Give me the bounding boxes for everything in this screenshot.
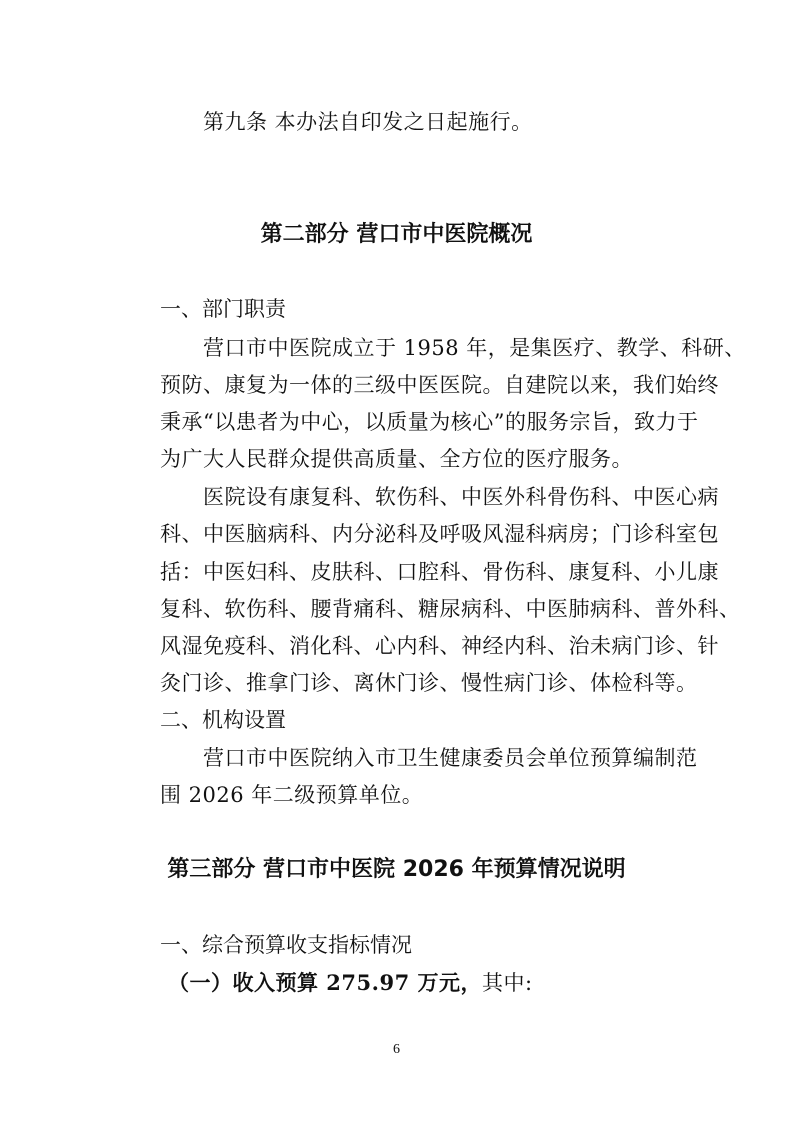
duties-para1-line3: 秉承“以患者为中心，以质量为核心”的服务宗旨，致力于 [160,410,699,434]
duties-para1-line4: 为广大人民群众提供高质量、全方位的医疗服务。 [160,447,633,471]
page-number: 6 [393,1042,400,1057]
income-budget-amount: （一）收入预算 275.97 万元， [168,970,482,995]
section-heading-budget-overview: 一、综合预算收支指标情况 [160,933,412,957]
section-heading-organization: 二、机构设置 [160,708,286,732]
duties-para2-line1: 医院设有康复科、软伤科、中医外科骨伤科、中医心病 [203,485,719,509]
duties-para2-line4: 复科、软伤科、腰背痛科、糖尿病科、中医肺病科、普外科、 [160,597,741,621]
duties-para2-line3: 括：中医妇科、皮肤科、口腔科、骨伤科、康复科、小儿康 [160,560,719,584]
income-budget-line [168,967,533,997]
part-2-title: 第二部分 营口市中医院概况 [260,222,533,247]
duties-para2-line5: 风湿免疫科、消化科、心内科、神经内科、治未病门诊、针 [160,634,719,658]
income-budget-tail: 其中: [482,971,533,995]
part-3-title: 第三部分 营口市中医院 2026 年预算情况说明 [167,857,626,882]
organization-para-line2: 围 2026 年二级预算单位。 [160,783,424,807]
duties-para1-line1: 营口市中医院成立于 1958 年，是集医疗、教学、科研、 [203,336,746,360]
duties-para2-line6: 灸门诊、推拿门诊、离休门诊、慢性病门诊、体检科等。 [160,671,698,695]
duties-para1-line2: 预防、康复为一体的三级中医医院。自建院以来，我们始终 [160,373,719,397]
organization-para-line1: 营口市中医院纳入市卫生健康委员会单位预算编制范 [203,746,698,770]
duties-para2-line2: 科、中医脑病科、内分泌科及呼吸风湿科病房；门诊科室包 [160,522,719,546]
article-9-text: 第九条 本办法自印发之日起施行。 [203,110,533,134]
section-heading-duties: 一、部门职责 [160,297,286,321]
